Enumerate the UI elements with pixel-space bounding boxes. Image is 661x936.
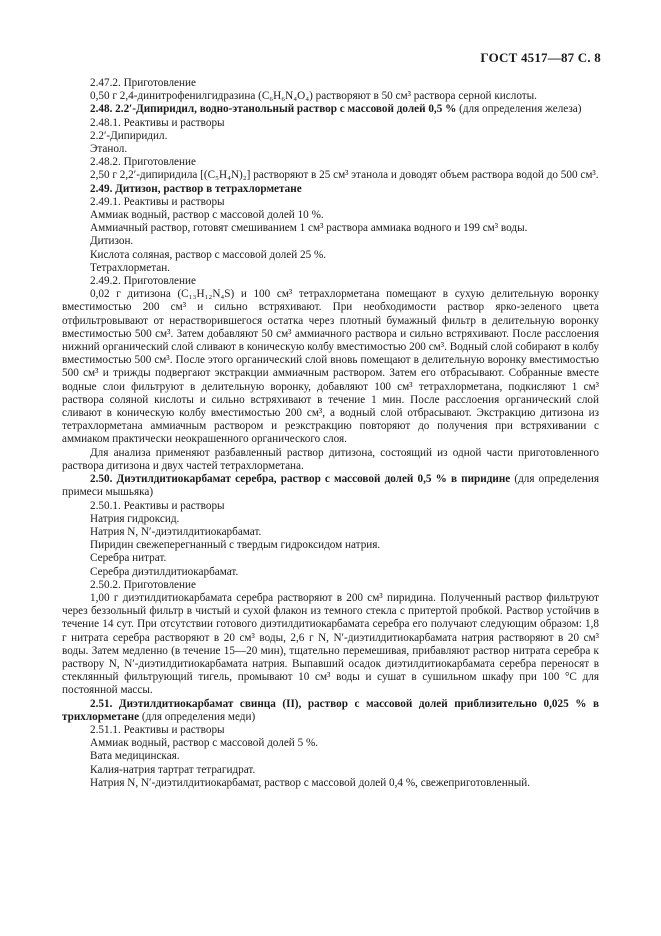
document-body [62, 77, 599, 790]
paragraph: 2.47.2. Приготовление [90, 77, 196, 89]
paragraph: 2.48.1. Реактивы и растворы [90, 116, 225, 129]
paragraph: 2.48. 2.2′-Дипиридил, водно-этанольный раствор с массовой долей 0,5 % (для определения железа) [90, 103, 582, 116]
paragraph: Для анализа применяют разбавленный раствор дитизона, состоящий из одной части приготовленного раствора дитизона и двух частей тетрахлорметана. [62, 446, 599, 472]
paragraph: Серебра диэтилдитиокарбамат. [90, 565, 239, 578]
paragraph: Дитизон. [90, 235, 134, 248]
paragraph: 2,50 г 2,2′-дипиридила [(C₅H₄N)₂] растворяют в 25 см³ этанола и доводят объем раствора водой до 500 см³. [90, 169, 599, 182]
paragraph: 2.50.2. Приготовление [90, 578, 196, 591]
paragraph: Пиридин свежеперегнанный с твердым гидроксидом натрия. [90, 539, 381, 552]
paragraph: Аммиак водный, раствор с массовой долей 5 %. [90, 737, 319, 750]
paragraph: 2.50.1. Реактивы и растворы [90, 499, 225, 512]
paragraph: Тетрахлорметан. [90, 261, 170, 274]
paragraph: 1,00 г диэтилдитиокарбамата серебра растворяют в 200 см³ пиридина. Полученный раствор фильтруют через беззольный фильтр в чистый и сухой флакон из темного стекла с притертой пробкой. Раствор устойчив в течение 14 сут. При отсутствии готового диэтилдитиокарбамата серебра его получают следующим образом: 1,8 г нитрата серебра растворяют в 20 см³ воды, 2,6 г N, N′-диэтилдитиокарбамата натрия растворяют в 20 см³ воды. Затем медленно (в течение 15—20 мин), тщательно перемешивая, прибавляют раствор нитрата серебра к раствору N, N′-диэтилдитиокарбамата натрия. Выпавший осадок диэтилдитиокарбамата серебра переносят в стеклянный фильтрующий тигель, промывают 10 см³ воды и сушат в сушильном шкафу при 100 °С для постоянной массы. [62, 591, 599, 697]
paragraph: Аммиачный раствор, готовят смешиванием 1 см³ раствора аммиака водного и 199 см³ воды. [90, 222, 528, 235]
paragraph: Натрия N, N′-диэтилдитиокарбамат, раствор с массовой долей 0,4 %, свежеприготовленный. [90, 776, 531, 789]
paragraph: 2.49.1. Реактивы и растворы [90, 195, 225, 208]
paragraph: 0,02 г дитизона (C₁₃H₁₂N₄S) и 100 см³ тетрахлорметана помещают в сухую делительную воронку вместимостью 200 см³ и сильно встряхивают. При необходимости раствор ярко-зеленого цвета отфильтровывают от нерастворившегося остатка через плотный бумажный фильтр в делительную воронку вместимостью 500 см³. Затем добавляют 50 см³ аммиачного раствора и сильно встряхивают. После расслоения нижний органический слой сливают в коническую колбу вместимостью 200 см³. Водный слой собирают в колбу вместимостью 500 см³. После этого органический слой вновь помещают в делительную воронку вместимостью 500 см³ и трижды подвергают экстракции аммиачным раствором. Затем его отбрасывают. Собранные вместе водные слои фильтруют в делительную воронку, добавляют 100 см³ тетрахлорметана, подкисляют 1 см³ раствора соляной кислоты и сильно встряхивают в течение 1 мин. После расслоения органический слой сливают в коническую колбу вместимостью 200 см³, а водный слой отбрасывают. Экстракцию дитизона из тетрахлорметана аммиачным раствором и реэкстракцию повторяют до получения при встряхивании с аммиаком практически неокрашенного органического слоя. [62, 288, 599, 446]
paragraph: Кислота соляная, раствор с массовой долей 25 %. [90, 248, 327, 261]
paragraph: Аммиак водный, раствор с массовой долей 10 %. [90, 209, 324, 222]
page-header: ГОСТ 4517—87 С. 8 [480, 50, 601, 65]
paragraph: 2.49. Дитизон, раствор в тетрахлорметане [90, 182, 302, 195]
paragraph: Калия-натрия тартрат тетрагидрат. [90, 763, 256, 776]
paragraph: Натрия гидроксид. [90, 512, 180, 525]
paragraph: Вата медицинская. [90, 750, 180, 763]
paragraph: 2.48.2. Приготовление [90, 156, 196, 169]
paragraph: 2.49.2. Приготовление [90, 275, 196, 288]
paragraph: Натрия N, N′-диэтилдитиокарбамат. [90, 525, 262, 538]
paragraph: 2.50. Диэтилдитиокарбамат серебра, раствор с массовой долей 0,5 % в пиридине (для определения примеси мышьяка) [62, 473, 599, 499]
paragraph: 0,50 г 2,4-динитрофенилгидразина (C₆H₆N₄O₄) растворяют в 50 см³ раствора серной кислоты. [90, 90, 537, 103]
paragraph: 2.51.1. Реактивы и растворы [90, 723, 225, 736]
paragraph: Этанол. [90, 143, 128, 156]
paragraph: Серебра нитрат. [90, 552, 167, 565]
paragraph: 2.51. Диэтилдитиокарбамат свинца (II), раствор с массовой долей приблизительно 0,025 % в трихлорметане (для определения меди) [62, 697, 599, 723]
paragraph: 2.2′-Дипиридил. [90, 129, 168, 142]
